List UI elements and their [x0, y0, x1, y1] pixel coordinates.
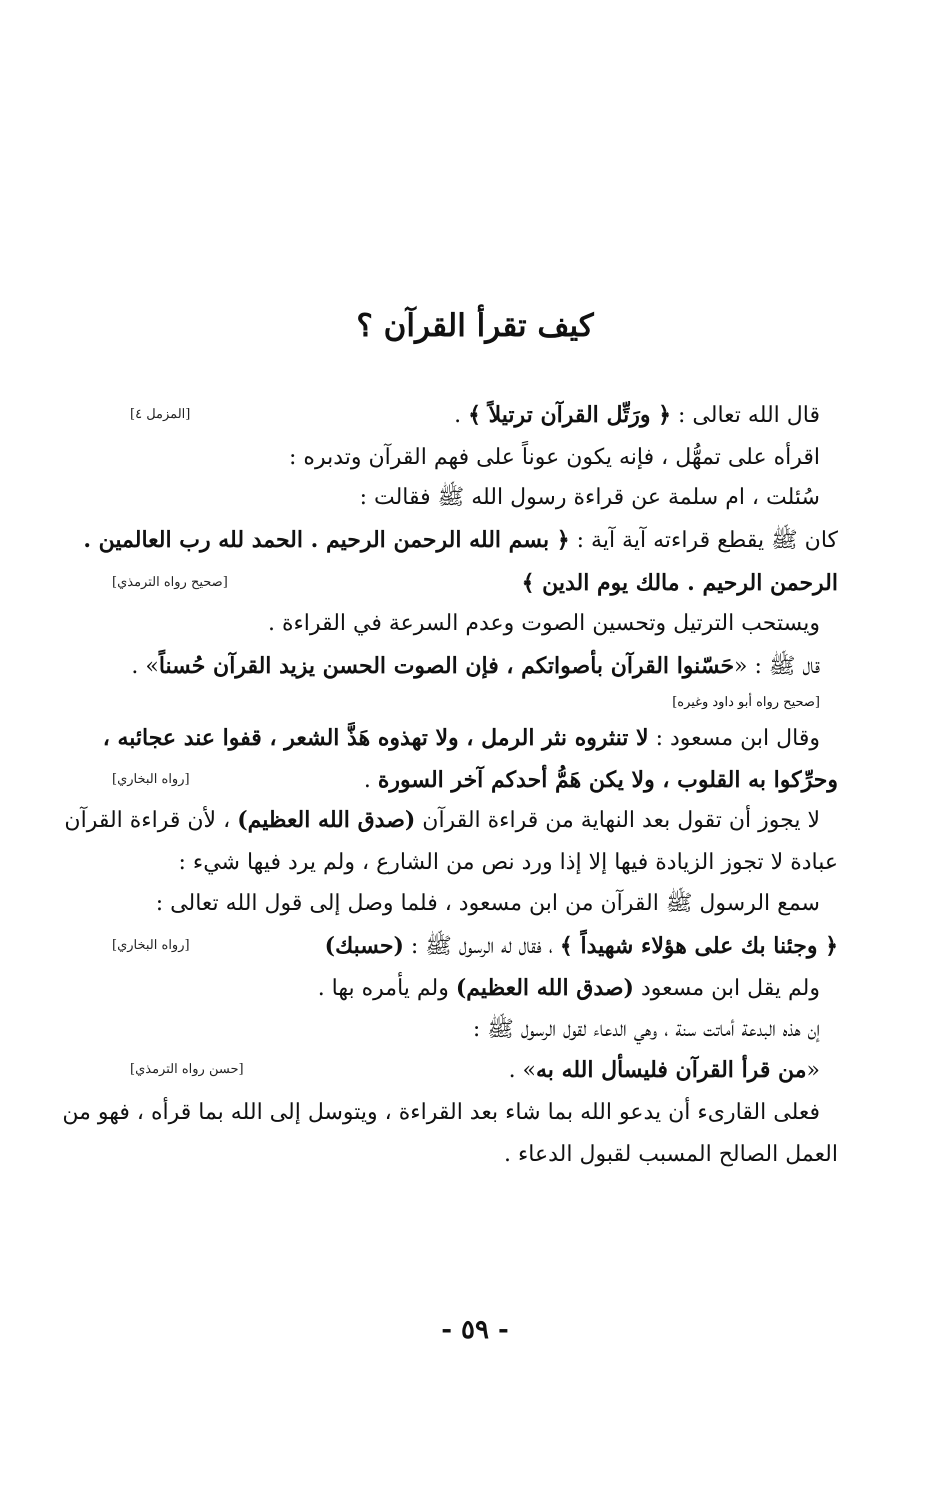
text-line	[62, 1093, 820, 1133]
bold-quote: (صدق الله العظيم)	[455, 975, 634, 1001]
plain-text: » .	[508, 1058, 537, 1083]
text-line	[102, 718, 820, 758]
text-line	[130, 478, 820, 518]
text-line	[112, 563, 838, 603]
plain-text: ولم يأمره بها .	[317, 976, 456, 1001]
plain-text: وقال ابن مسعود :	[648, 726, 820, 751]
line-text	[325, 926, 838, 967]
bold-quote: حَسّنوا القرآن بأصواتكم ، فإن الصوت الحسن يزيد القرآن حُسناً	[158, 653, 735, 679]
plain-text: اقرأه على تمهُّل ، فإنه يكون عوناً على فهم القرآن وتدبره :	[289, 445, 820, 470]
citation-ref: [صحيح رواه أبو داود وغيره]	[672, 695, 820, 710]
line-text	[289, 438, 820, 478]
plain-text: » .	[131, 654, 159, 679]
text-line	[112, 926, 838, 966]
bold-quote: ﴿ وجئنا بك على هؤلاء شهيداً ﴾	[559, 933, 838, 959]
plain-text: العمل الصالح المسبب لقبول الدعاء .	[503, 1142, 838, 1167]
line-text	[64, 800, 820, 841]
plain-text: فعلى القارىء أن يدعو الله بما شاء بعد القراءة ، ويتوسل إلى الله بما قرأه ، فهو من	[62, 1100, 820, 1125]
line-text	[318, 968, 820, 1009]
line-text	[131, 646, 820, 687]
text-line	[130, 968, 820, 1008]
text-line	[112, 843, 838, 883]
plain-text: قال ﷺ : «	[734, 654, 820, 679]
bold-quote: الرحمن الرحيم . مالك يوم الدين ﴾	[521, 570, 838, 596]
line-text	[454, 395, 820, 436]
line-text	[62, 1093, 820, 1133]
line-text	[103, 718, 820, 759]
bold-quote: وحرِّكوا به القلوب ، ولا يكن هَمُّ أحدكم آخر السورة	[377, 767, 838, 793]
line-text	[473, 1010, 820, 1050]
text-line	[130, 884, 820, 924]
text-line	[112, 760, 838, 800]
plain-text: قال الله تعالى :	[671, 403, 820, 428]
plain-text: ولم يقل ابن مسعود	[633, 976, 820, 1001]
bold-quote: ﴿ ورَتِّل القرآن ترتيلاً ﴾	[468, 402, 672, 428]
bold-quote: ﴿ بسم الله الرحمن الرحيم . الحمد لله رب العالمين .	[83, 527, 570, 553]
plain-text: .	[454, 403, 469, 428]
line-text	[83, 520, 838, 561]
plain-text: «	[806, 1058, 820, 1083]
citation-ref: [حسن رواه الترمذي]	[130, 1062, 244, 1077]
text-line	[130, 438, 820, 478]
bold-quote: (صدق الله العظيم)	[237, 807, 416, 833]
line-text	[522, 563, 838, 604]
line-text	[268, 604, 820, 644]
plain-text: إن هذه البدعة أماتت سنة ، وهي الدعاء لقول الرسول ﷺ :	[472, 1017, 820, 1042]
text-line	[64, 800, 820, 840]
plain-text: سُئلت ، ام سلمة عن قراءة رسول الله ﷺ فقالت :	[359, 485, 820, 510]
text-line	[130, 395, 820, 435]
bold-quote: من قرأ القرآن فليسأل الله به	[536, 1057, 807, 1083]
citation-ref: [رواه البخاري]	[112, 938, 190, 953]
bold-quote: (حسبك)	[324, 933, 404, 959]
citation-ref: [رواه البخاري]	[112, 772, 190, 787]
line-text	[360, 478, 820, 518]
line-text	[509, 1050, 820, 1091]
plain-text: ، لأن قراءة القرآن	[64, 808, 238, 833]
citation-ref: [صحيح رواه الترمذي]	[112, 575, 228, 590]
bold-quote: لا تنثروه نثر الرمل ، ولا تهذوه هَذَّ الشعر ، قفوا عند عجائبه ،	[102, 725, 649, 751]
text-line	[130, 604, 820, 644]
page-number: - ٥٩ -	[441, 1315, 509, 1345]
plain-text: كان ﷺ يقطع قراءته آية آية :	[569, 528, 838, 553]
line-text	[364, 760, 838, 801]
text-line	[130, 1050, 820, 1090]
plain-text: ، فقال له الرسول ﷺ :	[403, 934, 560, 959]
plain-text: عبادة لا تجوز الزيادة فيها إلا إذا ورد نص من الشارع ، ولم يرد فيها شيء :	[178, 850, 838, 875]
text-line	[112, 1135, 838, 1175]
plain-text: ويستحب الترتيل وتحسين الصوت وعدم السرعة في القراءة .	[267, 611, 820, 636]
citation-ref: [المزمل ٤]	[130, 407, 191, 422]
line-text	[504, 1135, 838, 1175]
line-text	[156, 884, 820, 924]
line-text	[178, 843, 838, 883]
plain-text: سمع الرسول ﷺ القرآن من ابن مسعود ، فلما وصل إلى قول الله تعالى :	[155, 891, 820, 916]
plain-text: .	[363, 768, 378, 793]
plain-text: لا يجوز أن تقول بعد النهاية من قراءة القرآن	[415, 808, 820, 833]
text-line	[130, 1010, 820, 1050]
page-title: كيف تقرأ القرآن ؟	[356, 308, 594, 344]
text-line	[83, 520, 838, 560]
text-line	[130, 646, 820, 686]
